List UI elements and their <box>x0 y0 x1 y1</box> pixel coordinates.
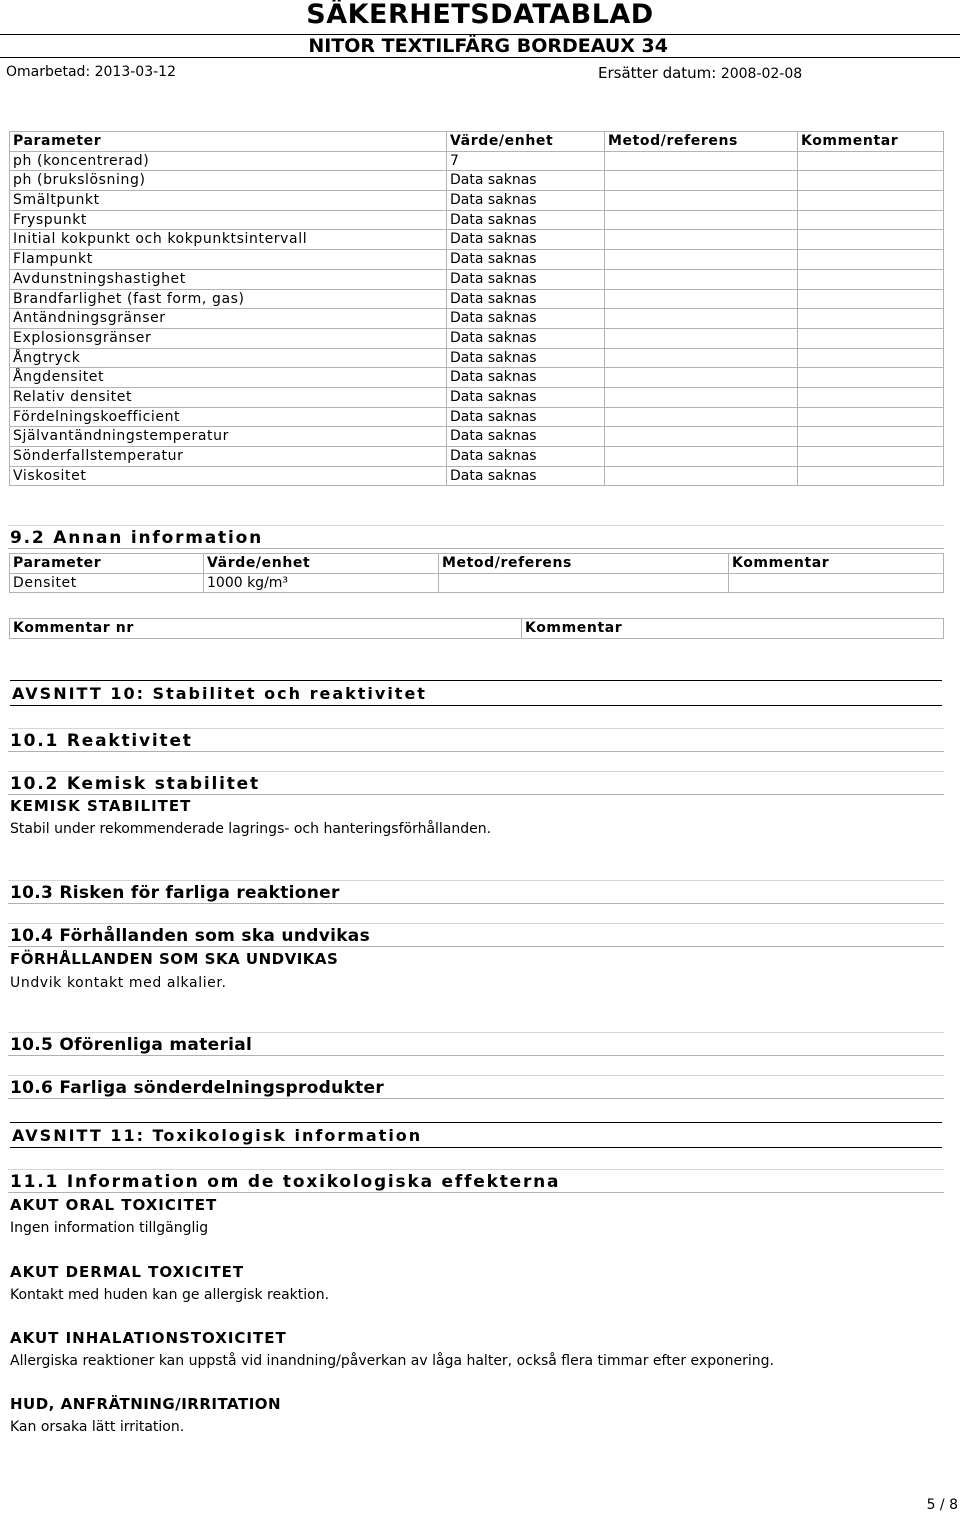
method-cell <box>605 171 798 191</box>
table-row <box>10 171 944 191</box>
method-header: Metod/referens <box>605 132 798 152</box>
parameter-cell: Fördelningskoefficient <box>10 407 447 427</box>
oral-toxicity-label: AKUT ORAL TOXICITET <box>10 1196 218 1214</box>
revised-date: Omarbetad: 2013-03-12 <box>6 64 176 80</box>
value-cell: Data saknas <box>447 466 605 486</box>
comment-header: Kommentar <box>729 554 944 574</box>
parameter-cell: Antändningsgränser <box>10 309 447 329</box>
value-cell: Data saknas <box>447 387 605 407</box>
table-row <box>10 447 944 467</box>
method-cell <box>605 427 798 447</box>
comment-cell <box>798 269 944 289</box>
oral-toxicity-text: Ingen information tillgänglig <box>10 1220 209 1236</box>
table-row <box>10 210 944 230</box>
value-cell: Data saknas <box>447 427 605 447</box>
subsection-9-2-heading: 9.2 Annan information <box>8 525 944 549</box>
product-name: NITOR TEXTILFÄRG BORDEAUX 34 <box>0 34 960 58</box>
table-row <box>10 466 944 486</box>
parameter-cell: Självantändningstemperatur <box>10 427 447 447</box>
other-info-table <box>9 553 944 593</box>
avoid-label: FÖRHÅLLANDEN SOM SKA UNDVIKAS <box>10 950 339 968</box>
parameter-cell: Flampunkt <box>10 250 447 270</box>
method-cell <box>605 387 798 407</box>
method-cell <box>439 573 729 593</box>
parameter-header: Parameter <box>10 554 204 574</box>
comment-header: Kommentar <box>522 619 944 639</box>
comment-cell <box>798 151 944 171</box>
value-cell: Data saknas <box>447 309 605 329</box>
method-header: Metod/referens <box>439 554 729 574</box>
table-row <box>10 407 944 427</box>
inhalation-toxicity-text: Allergiska reaktioner kan uppstå vid inandning/påverkan av låga halter, också flera timmar efter exponering. <box>10 1353 774 1369</box>
comment-nr-header: Kommentar nr <box>10 619 522 639</box>
table-header-row <box>10 554 944 574</box>
table-row <box>10 151 944 171</box>
comment-cell <box>798 171 944 191</box>
table-row <box>10 328 944 348</box>
subsection-10-3-heading: 10.3 Risken för farliga reaktioner <box>8 880 944 904</box>
parameter-cell: ph (brukslösning) <box>10 171 447 191</box>
skin-irritation-text: Kan orsaka lätt irritation. <box>10 1419 185 1435</box>
dermal-toxicity-text: Kontakt med huden kan ge allergisk reaktion. <box>10 1287 330 1303</box>
parameter-cell: Smältpunkt <box>10 191 447 211</box>
comment-cell <box>798 309 944 329</box>
method-cell <box>605 210 798 230</box>
method-cell <box>605 191 798 211</box>
parameter-cell: Viskositet <box>10 466 447 486</box>
table-row <box>10 289 944 309</box>
parameter-cell: Explosionsgränser <box>10 328 447 348</box>
subsection-11-1-heading: 11.1 Information om de toxikologiska effekterna <box>8 1169 944 1193</box>
table-row <box>10 573 944 593</box>
method-cell <box>605 151 798 171</box>
value-cell: Data saknas <box>447 171 605 191</box>
avoid-text: Undvik kontakt med alkalier. <box>10 975 227 991</box>
parameter-cell: Ångdensitet <box>10 368 447 388</box>
method-cell <box>605 230 798 250</box>
comment-cell <box>798 328 944 348</box>
subsection-10-4-heading: 10.4 Förhållanden som ska undvikas <box>8 923 944 947</box>
subsection-10-6-heading: 10.6 Farliga sönderdelningsprodukter <box>8 1075 944 1099</box>
properties-table <box>9 131 944 486</box>
table-row <box>10 348 944 368</box>
comment-cell <box>798 447 944 467</box>
subsection-10-5-heading: 10.5 Oförenliga material <box>8 1032 944 1056</box>
method-cell <box>605 407 798 427</box>
comment-cell <box>798 368 944 388</box>
table-row <box>10 269 944 289</box>
method-cell <box>605 269 798 289</box>
value-cell: Data saknas <box>447 250 605 270</box>
comment-cell <box>798 407 944 427</box>
section-11-heading: AVSNITT 11: Toxikologisk information <box>10 1122 942 1148</box>
value-cell: Data saknas <box>447 368 605 388</box>
method-cell <box>605 348 798 368</box>
section-10-heading: AVSNITT 10: Stabilitet och reaktivitet <box>10 680 942 706</box>
page-number: 5 / 8 <box>926 1497 958 1513</box>
parameter-cell: Relativ densitet <box>10 387 447 407</box>
document-title: SÄKERHETSDATABLAD <box>306 0 654 30</box>
value-cell: Data saknas <box>447 407 605 427</box>
table-header-row <box>10 132 944 152</box>
value-cell: Data saknas <box>447 289 605 309</box>
comment-table <box>9 618 944 639</box>
parameter-cell: Brandfarlighet (fast form, gas) <box>10 289 447 309</box>
value-header: Värde/enhet <box>447 132 605 152</box>
method-cell <box>605 328 798 348</box>
value-cell: Data saknas <box>447 447 605 467</box>
parameter-cell: Initial kokpunkt och kokpunktsintervall <box>10 230 447 250</box>
method-cell <box>605 447 798 467</box>
skin-irritation-label: HUD, ANFRÄTNING/IRRITATION <box>10 1395 282 1413</box>
table-row <box>10 250 944 270</box>
value-header: Värde/enhet <box>204 554 439 574</box>
parameter-cell: Fryspunkt <box>10 210 447 230</box>
value-cell: Data saknas <box>447 348 605 368</box>
replaces-date <box>598 64 802 82</box>
parameter-cell: ph (koncentrerad) <box>10 151 447 171</box>
dermal-toxicity-label: AKUT DERMAL TOXICITET <box>10 1263 245 1281</box>
method-cell <box>605 250 798 270</box>
comment-cell <box>798 230 944 250</box>
comment-cell <box>798 250 944 270</box>
method-cell <box>605 368 798 388</box>
parameter-cell: Ångtryck <box>10 348 447 368</box>
parameter-header: Parameter <box>10 132 447 152</box>
value-cell: Data saknas <box>447 269 605 289</box>
table-row <box>10 368 944 388</box>
parameter-cell: Densitet <box>10 573 204 593</box>
replaces-value: 2008-02-08 <box>720 66 803 82</box>
comment-cell <box>798 210 944 230</box>
method-cell <box>605 289 798 309</box>
comment-cell <box>798 427 944 447</box>
comment-header: Kommentar <box>798 132 944 152</box>
comment-cell <box>729 573 944 593</box>
value-cell: Data saknas <box>447 191 605 211</box>
subsection-10-2-heading: 10.2 Kemisk stabilitet <box>8 771 944 795</box>
value-cell: 1000 kg/m³ <box>204 573 439 593</box>
value-cell: Data saknas <box>447 210 605 230</box>
value-cell: 7 <box>447 151 605 171</box>
value-cell: Data saknas <box>447 328 605 348</box>
table-row <box>10 309 944 329</box>
stability-label: KEMISK STABILITET <box>10 797 192 815</box>
method-cell <box>605 309 798 329</box>
stability-text: Stabil under rekommenderade lagrings- och hanteringsförhållanden. <box>10 821 492 837</box>
parameter-cell: Sönderfallstemperatur <box>10 447 447 467</box>
table-row <box>10 230 944 250</box>
table-row <box>10 191 944 211</box>
table-row <box>10 387 944 407</box>
value-cell: Data saknas <box>447 230 605 250</box>
inhalation-toxicity-label: AKUT INHALATIONSTOXICITET <box>10 1329 287 1347</box>
table-row <box>10 427 944 447</box>
replaces-label: Ersätter datum: <box>598 64 717 82</box>
comment-cell <box>798 289 944 309</box>
subsection-10-1-heading: 10.1 Reaktivitet <box>8 728 944 752</box>
comment-cell <box>798 191 944 211</box>
comment-cell <box>798 348 944 368</box>
comment-cell <box>798 466 944 486</box>
method-cell <box>605 466 798 486</box>
parameter-cell: Avdunstningshastighet <box>10 269 447 289</box>
comment-cell <box>798 387 944 407</box>
